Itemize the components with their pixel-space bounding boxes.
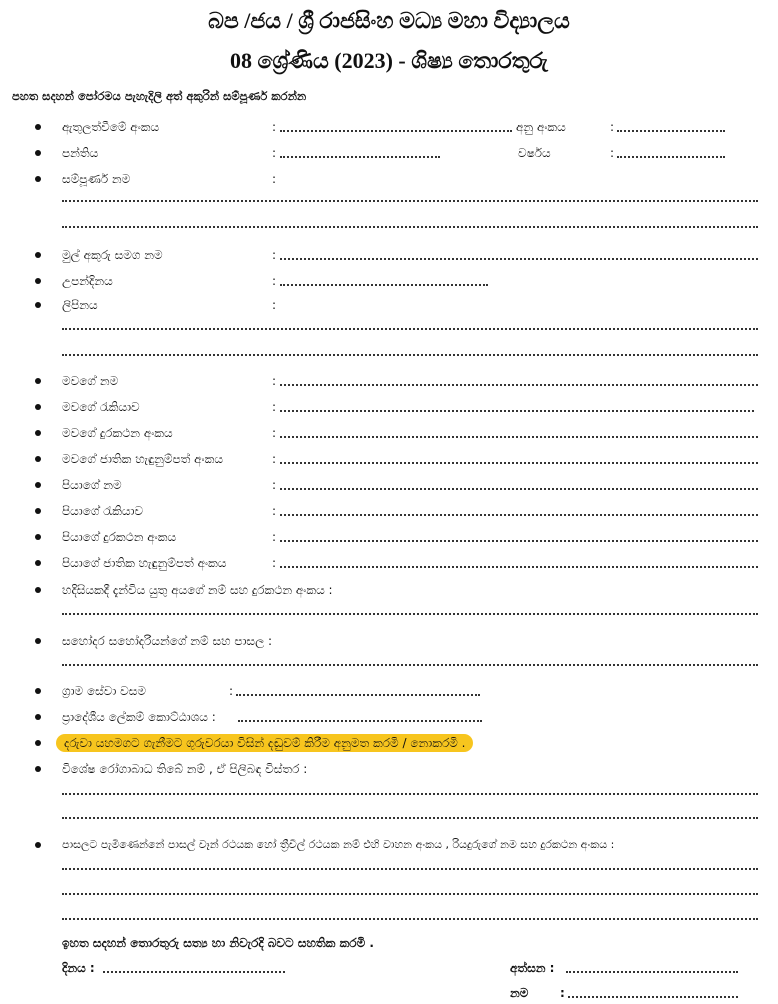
full-name-input-line-2[interactable]: [62, 226, 758, 228]
field-father-job: [0, 502, 778, 522]
siblings-input[interactable]: [62, 664, 758, 666]
field-father-name: [0, 476, 778, 496]
mother-job-input[interactable]: [280, 398, 754, 412]
illness-input-line-1[interactable]: [62, 793, 758, 795]
field-label: හදිසියකදී දැන්විය යුතු අයගේ නම් සහ දුරකථන අංකය :: [62, 583, 333, 597]
field-birthday: [0, 272, 778, 292]
bullet-icon: [35, 766, 41, 772]
form-title: 08 ශ්‍රේණිය (2023) - ශිෂ්‍ය තොරතුරු: [230, 48, 548, 73]
colon: :: [610, 146, 615, 160]
admission-number-input[interactable]: [280, 118, 512, 132]
signature-input[interactable]: [566, 959, 738, 973]
field-full-name: [0, 170, 778, 190]
ds-division-input[interactable]: [238, 708, 482, 722]
field-mother-nic: [0, 450, 778, 470]
field-label: පියාගේ නම: [62, 478, 122, 492]
index-number-input[interactable]: [617, 118, 725, 132]
bullet-icon: [35, 430, 41, 436]
colon: :: [272, 426, 277, 440]
field-label: අනු අංකය: [516, 120, 566, 134]
colon: :: [272, 172, 277, 186]
declaration: [0, 934, 778, 954]
field-label: පාසලට පැමිණෙන්නේ පාසල් වෑන් රථයක හෝ ත්‍රීවීල් රථයක නම් එහි වාහන අංකය , රියදුරුගේ නම සහ දුරකථන අංකය :: [62, 838, 615, 851]
field-class: [0, 144, 778, 164]
bullet-icon: [35, 560, 41, 566]
bullet-icon: [35, 638, 41, 644]
date-label: දිනය :: [62, 961, 95, 975]
field-punishment-consent: [0, 734, 778, 754]
declaration-date-row: [0, 959, 778, 979]
father-phone-input[interactable]: [280, 528, 758, 542]
field-label: මවගේ දුරකථන අංකය: [62, 426, 173, 440]
mother-nic-input[interactable]: [280, 450, 758, 464]
field-label: මවගේ නම: [62, 374, 119, 388]
field-father-phone: [0, 528, 778, 548]
colon: :: [272, 374, 277, 388]
name-label: නම: [510, 986, 529, 1000]
field-label: පියාගේ දුරකථන අංකය: [62, 530, 177, 544]
bullet-icon: [35, 482, 41, 488]
field-label: සම්පූර්ණ නම: [62, 172, 131, 186]
bullet-icon: [35, 587, 41, 593]
colon: :: [272, 248, 277, 262]
transport-input-line-1[interactable]: [62, 868, 758, 870]
field-admission-number: [0, 118, 778, 138]
field-name-with-initials: [0, 246, 778, 266]
field-label: ඇතුලත්වීමේ අංකය: [62, 120, 160, 134]
field-siblings: [0, 632, 778, 652]
field-label: පන්තිය: [62, 146, 99, 160]
bullet-icon: [35, 842, 41, 848]
bullet-icon: [35, 278, 41, 284]
field-gn-division: [0, 682, 778, 702]
gn-division-input[interactable]: [236, 682, 480, 696]
colon: :: [272, 478, 277, 492]
colon: :: [560, 986, 565, 1000]
father-job-input[interactable]: [280, 502, 758, 516]
field-label: වර්ෂය: [518, 146, 551, 160]
colon: :: [272, 530, 277, 544]
name-input[interactable]: [568, 984, 738, 998]
field-mother-name: [0, 372, 778, 392]
field-label: පියාගේ ජාතික හැඳුනුම්පත් අංකය: [62, 556, 227, 570]
colon: :: [229, 684, 234, 698]
signature-label: අත්සන :: [510, 961, 555, 975]
bullet-icon: [35, 508, 41, 514]
colon: :: [272, 504, 277, 518]
bullet-icon: [35, 150, 41, 156]
colon: :: [272, 146, 277, 160]
school-name: බප /ජය / ශ්‍රී රාජසිංහ මධ්‍ය මහා විද්‍යාලය: [208, 8, 570, 33]
declaration-statement: ඉහත සදහන් තොරතුරු සත්‍ය හා නිවැරදි බවට සහතික කරමි .: [62, 936, 374, 950]
field-label: ප්‍රාදේශීය ලේකම් කොට්ඨාශය :: [62, 710, 216, 724]
class-input[interactable]: [280, 144, 440, 158]
name-with-initials-input[interactable]: [280, 246, 758, 260]
field-label: ලිපිනය: [62, 298, 98, 312]
mother-phone-input[interactable]: [280, 424, 758, 438]
colon: :: [272, 274, 277, 288]
field-father-nic: [0, 554, 778, 574]
field-label: සහෝදර සහෝදරියන්ගේ නම් සහ පාසල :: [62, 634, 273, 648]
instruction: පහත සදහන් පෝරමය පැහැදිලි අත් අකුරින් සම්පූර්ණ කරන්න: [12, 89, 307, 103]
illness-input-line-2[interactable]: [62, 817, 758, 819]
colon: :: [610, 120, 615, 134]
bullet-icon: [35, 714, 41, 720]
field-label: උපන්දිනය: [62, 274, 113, 288]
field-mother-job: [0, 398, 778, 418]
field-ds-division: [0, 708, 778, 728]
field-label: මවගේ ජාතික හැඳුනුම්පත් අංකය: [62, 452, 223, 466]
bullet-icon: [35, 378, 41, 384]
date-input[interactable]: [103, 959, 285, 973]
bullet-icon: [35, 176, 41, 182]
colon: :: [272, 556, 277, 570]
transport-input-line-3[interactable]: [62, 918, 758, 920]
year-input[interactable]: [617, 144, 725, 158]
bullet-icon: [35, 252, 41, 258]
field-label: පියාගේ රැකියාව: [62, 504, 144, 518]
full-name-input-line-1[interactable]: [62, 200, 758, 202]
declaration-name-row: [0, 984, 778, 1004]
address-input-line-2[interactable]: [62, 354, 758, 356]
address-input-line-1[interactable]: [62, 328, 758, 330]
bullet-icon: [35, 534, 41, 540]
bullet-icon: [35, 740, 41, 746]
father-nic-input[interactable]: [280, 554, 758, 568]
emergency-contact-input[interactable]: [62, 613, 758, 615]
bullet-icon: [35, 302, 41, 308]
field-illness: [0, 760, 778, 780]
mother-name-input[interactable]: [280, 372, 758, 386]
field-mother-phone: [0, 424, 778, 444]
field-label: විශේෂ රෝගාබාධ තිබේ නම් , ඒ පිලිබඳ විස්තර :: [62, 762, 308, 776]
colon: :: [272, 452, 277, 466]
bullet-icon: [35, 456, 41, 462]
bullet-icon: [35, 404, 41, 410]
field-address: [0, 296, 778, 316]
field-emergency-contact: [0, 581, 778, 601]
field-label: ග්‍රාම සේවා වසම: [62, 684, 147, 698]
field-label: මුල් අකුරු සමග නම: [62, 248, 163, 262]
consent-statement[interactable]: දරුවා යහමගට ගැනීමට ගුරුවරයා විසින් දඬුවම් කිරීම අනුමත කරමි / නොකරමි .: [56, 734, 473, 752]
birthday-input[interactable]: [280, 272, 488, 286]
bullet-icon: [35, 688, 41, 694]
transport-input-line-2[interactable]: [62, 893, 758, 895]
field-label: මවගේ රැකියාව: [62, 400, 140, 414]
colon: :: [272, 400, 277, 414]
field-transport: [0, 836, 778, 856]
bullet-icon: [35, 124, 41, 130]
colon: :: [272, 298, 277, 312]
father-name-input[interactable]: [280, 476, 758, 490]
colon: :: [272, 120, 277, 134]
